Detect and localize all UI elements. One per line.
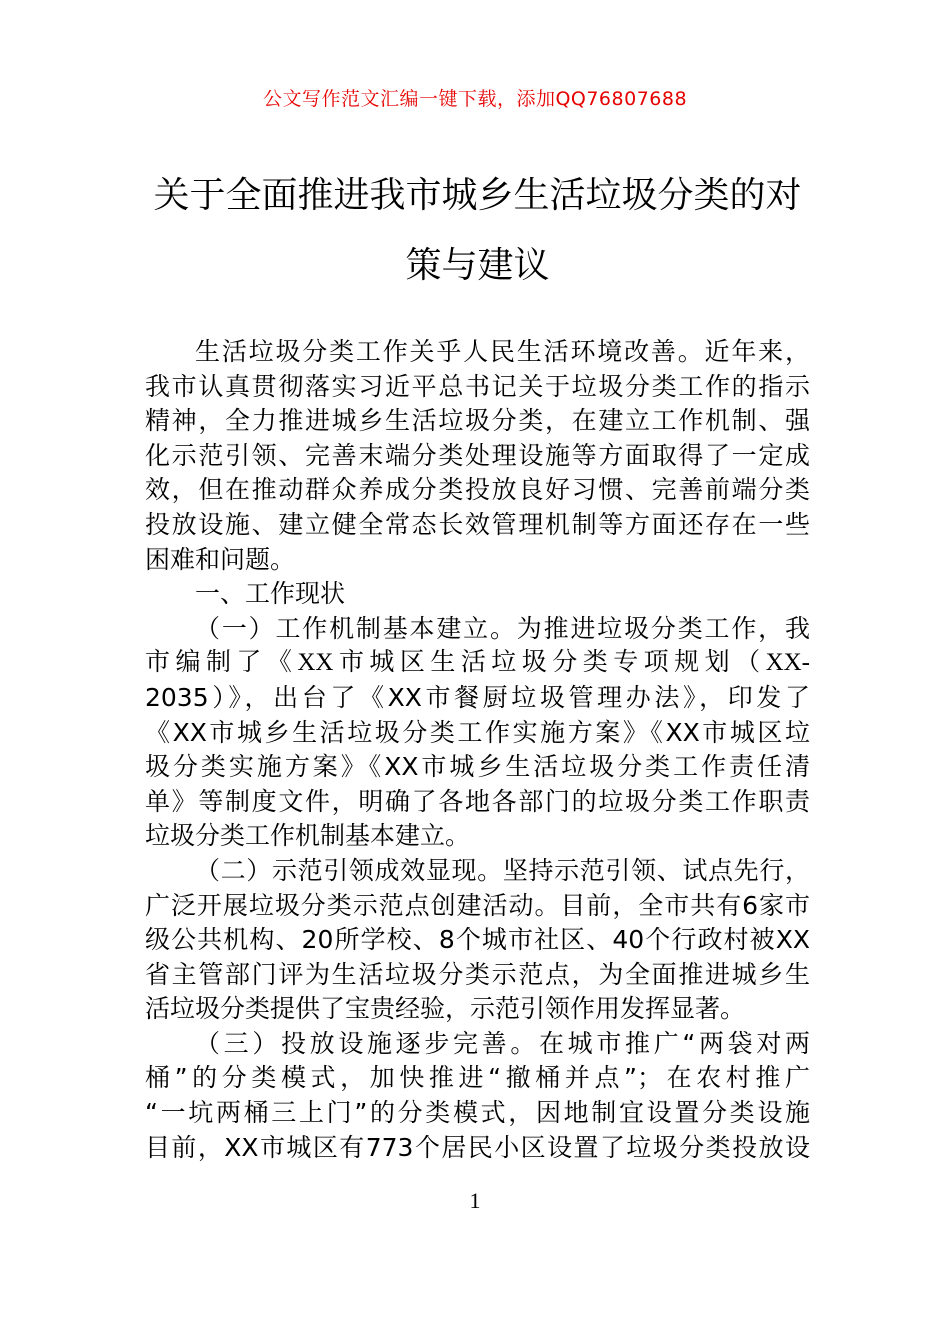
body-line: 困难和问题。 bbox=[145, 544, 296, 574]
body-line: （二）示范引领成效显现。坚持示范引领、试点先行， bbox=[195, 855, 810, 885]
download-notice: 公文写作范文汇编一键下载，添加QQ76807688 bbox=[262, 88, 688, 110]
body-line: 目前，XX市城区有773个居民小区设置了垃圾分类投放设 bbox=[145, 1132, 810, 1162]
body-line: 投放设施、建立健全常态长效管理机制等方面还存在一些 bbox=[145, 509, 810, 539]
body-line: 单》等制度文件，明确了各地各部门的垃圾分类工作职责 bbox=[145, 786, 810, 816]
body-line: “一坑两桶三上门”的分类模式，因地制宜设置分类设施 bbox=[145, 1098, 810, 1128]
body-line: 桶”的分类模式，加快推进“撤桶并点”；在农村推广 bbox=[145, 1063, 810, 1093]
document-title-line-1: 关于全面推进我市城乡生活垃圾分类的对 bbox=[153, 175, 802, 216]
body-line: 化示范引领、完善末端分类处理设施等方面取得了一定成 bbox=[145, 440, 810, 470]
body-line: 《XX市城乡生活垃圾分类工作实施方案》《XX市城区垃 bbox=[145, 717, 810, 747]
body-line: （三）投放设施逐步完善。在城市推广“两袋对两 bbox=[195, 1028, 810, 1058]
body-line: 级公共机构、20所学校、8个城市社区、40个行政村被XX bbox=[145, 925, 810, 955]
document-title-line-2: 策与建议 bbox=[405, 245, 550, 286]
body-line: 圾分类实施方案》《XX市城乡生活垃圾分类工作责任清 bbox=[145, 752, 810, 782]
page-number: 1 bbox=[469, 1188, 481, 1213]
body-line: 省主管部门评为生活垃圾分类示范点，为全面推进城乡生 bbox=[145, 959, 810, 989]
section-heading: 一、工作现状 bbox=[195, 579, 346, 609]
body-line: 生活垃圾分类工作关乎人民生活环境改善。近年来， bbox=[195, 337, 810, 366]
body-line: 活垃圾分类提供了宝贵经验，示范引领作用发挥显著。 bbox=[145, 994, 746, 1024]
body-line: 效，但在推动群众养成分类投放良好习惯、完善前端分类 bbox=[145, 475, 810, 505]
body-line: 市编制了《XX市城区生活垃圾分类专项规划（XX- bbox=[145, 649, 810, 677]
body-line: 精神，全力推进城乡生活垃圾分类，在建立工作机制、强 bbox=[145, 406, 810, 436]
body-line: 我市认真贯彻落实习近平总书记关于垃圾分类工作的指示 bbox=[145, 371, 810, 401]
body-line: （一）工作机制基本建立。为推进垃圾分类工作，我 bbox=[195, 613, 810, 643]
document-body bbox=[145, 335, 810, 1165]
body-line: 广泛开展垃圾分类示范点创建活动。目前，全市共有6家市 bbox=[145, 890, 810, 920]
body-line: 2035）》，出台了《XX市餐厨垃圾管理办法》，印发了 bbox=[145, 682, 810, 712]
body-line: 垃圾分类工作机制基本建立。 bbox=[145, 821, 471, 851]
